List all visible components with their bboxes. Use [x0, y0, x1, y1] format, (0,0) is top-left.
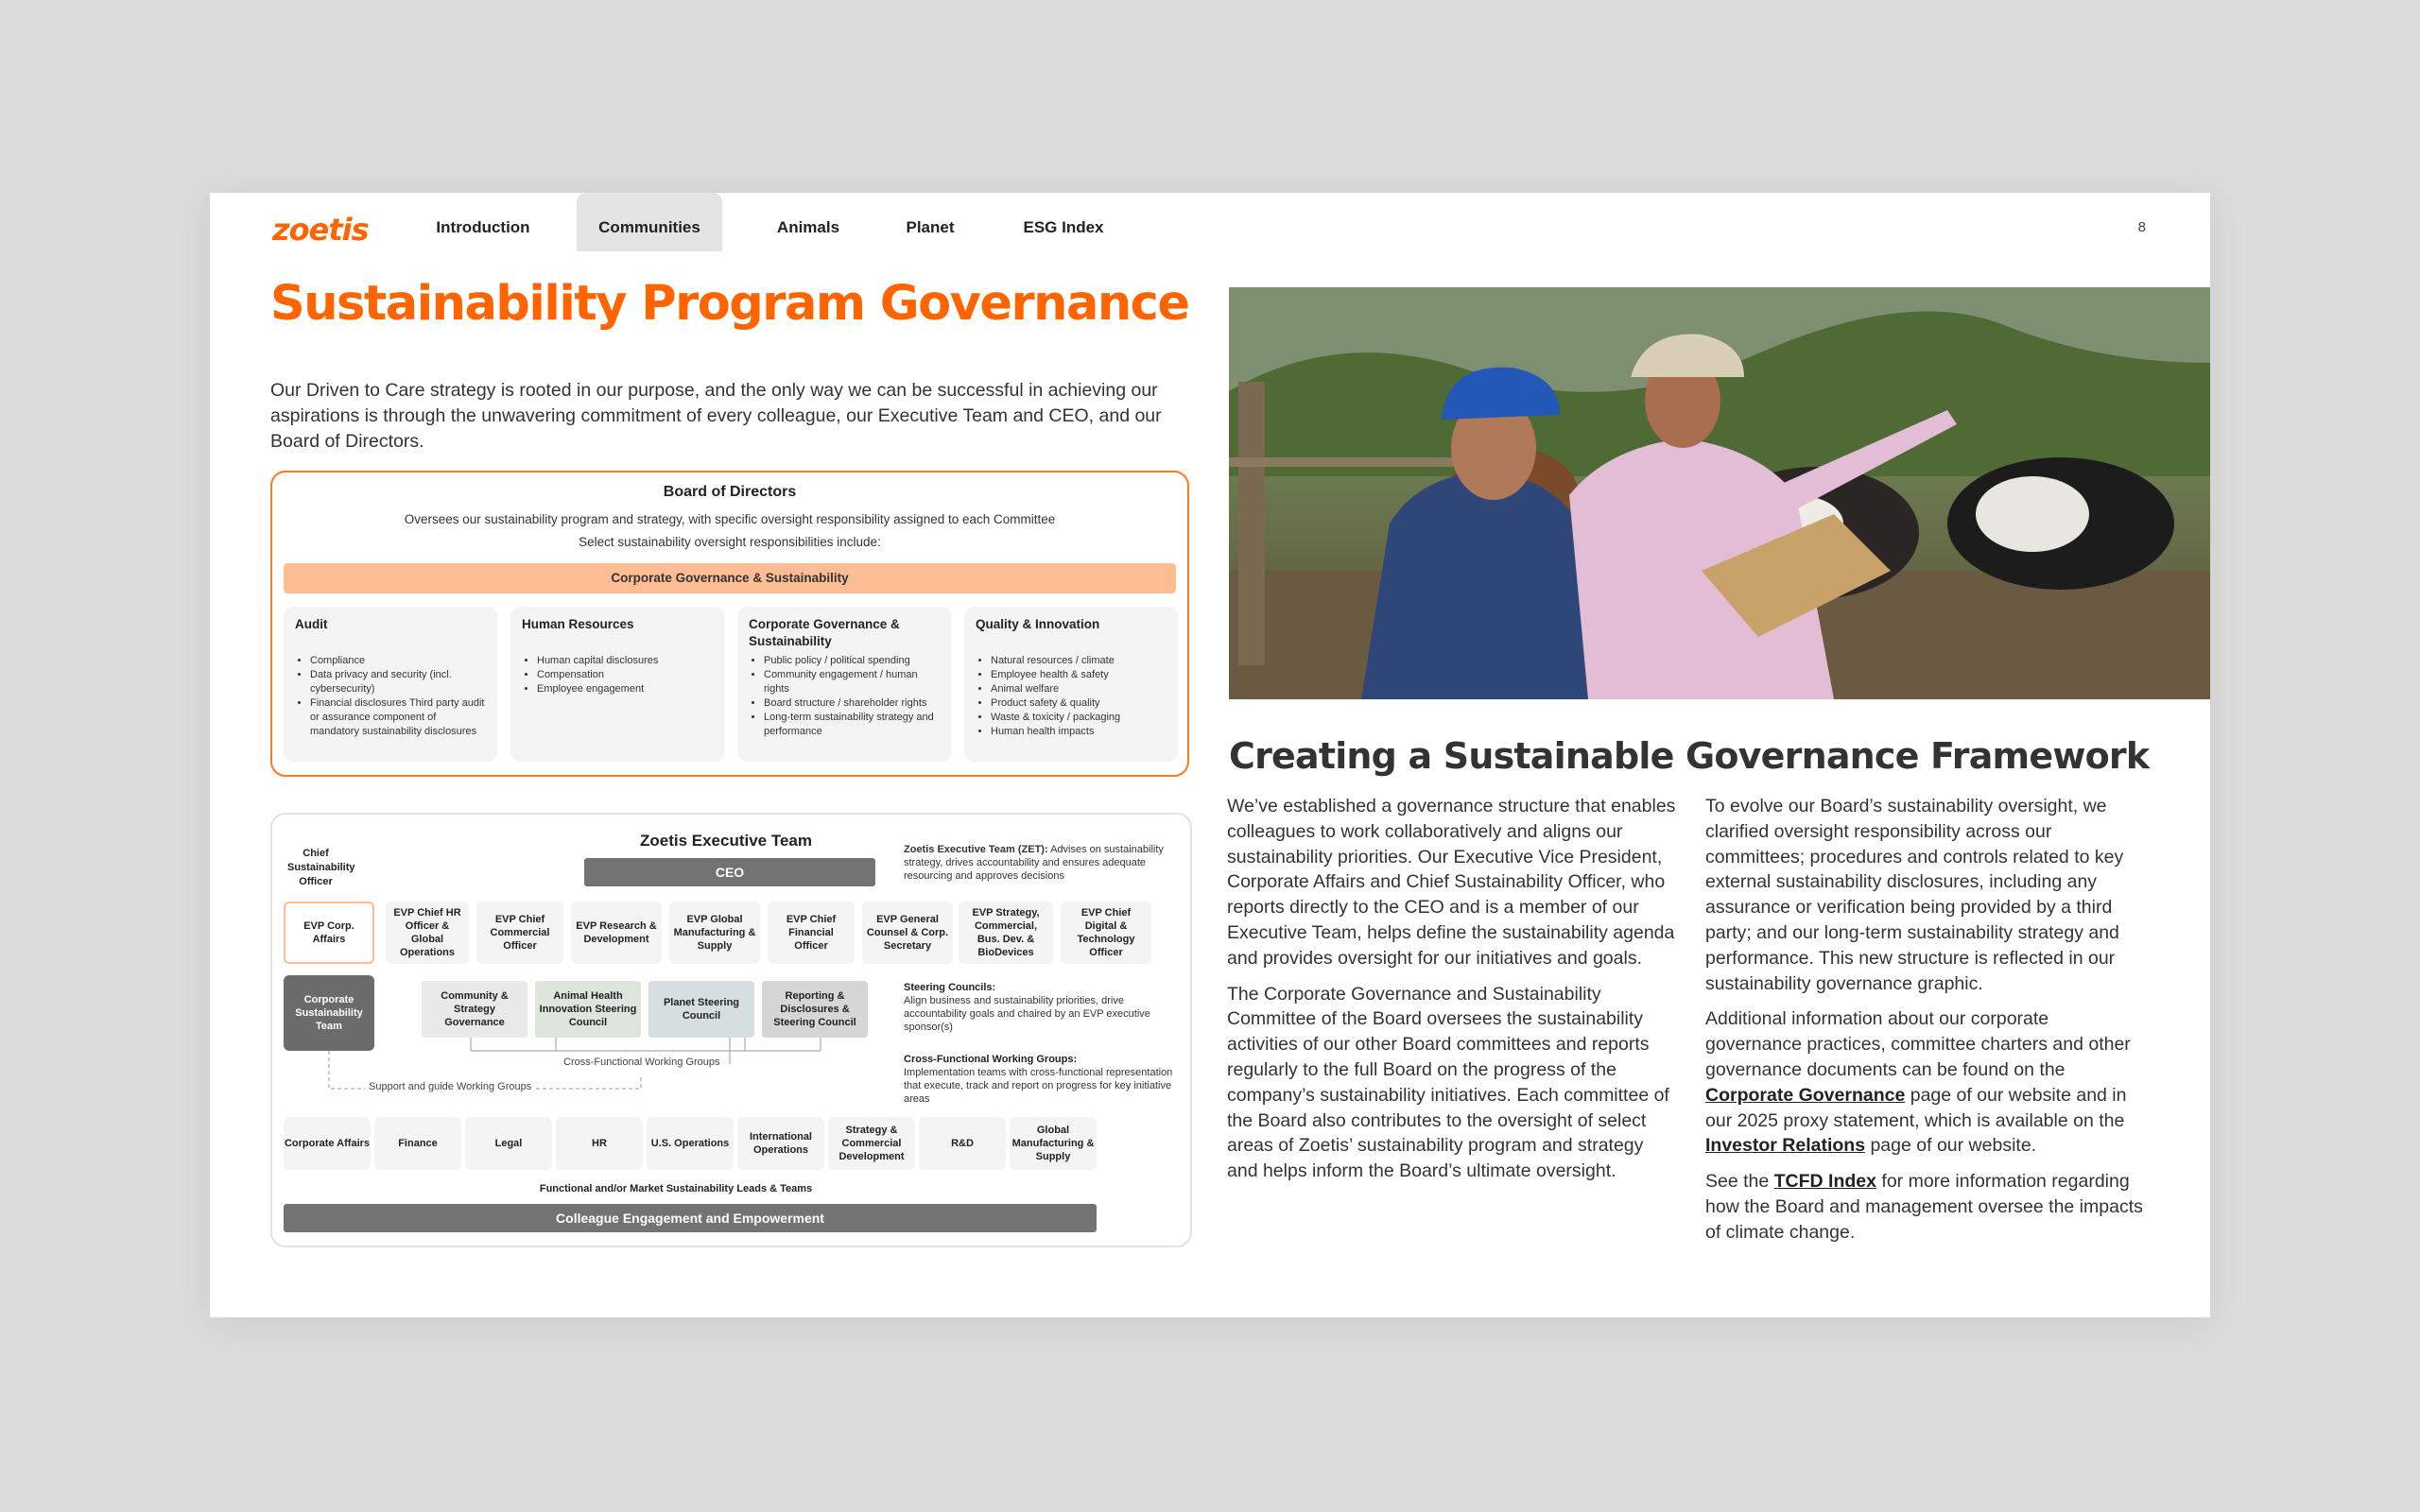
council-planet: Planet Steering Council [648, 981, 754, 1038]
committee-corporate-governance [737, 607, 951, 762]
zoetis-logo[interactable]: zoetis [272, 212, 369, 248]
framework-text: Additional information about our corporate governance practices, committee charters and other governance documents can be found on the [1705, 1008, 2131, 1080]
list-item: • Product safety & quality [991, 696, 1167, 711]
working-groups-note-heading: Cross-Functional Working Groups: [904, 1054, 1078, 1065]
committee-name: Audit [295, 617, 328, 631]
dept-global-manufacturing: Global Manufacturing & Supply [1010, 1117, 1097, 1170]
tcfd-index-link[interactable]: TCFD Index [1773, 1171, 1876, 1193]
cross-functional-label: Cross-Functional Working Groups [563, 1057, 720, 1068]
framework-text: See the [1705, 1171, 1774, 1193]
steering-councils-note [904, 981, 1178, 1034]
evp-general-counsel: EVP General Counsel & Corp. Secretary [862, 902, 953, 964]
working-groups-note [904, 1053, 1178, 1106]
nav-esg-index[interactable]: ESG Index [1023, 218, 1104, 236]
dept-rd: R&D [919, 1117, 1006, 1170]
framework-column-left [1227, 794, 1676, 1194]
working-groups-note-text: Implementation teams with cross-functional representation that execute, track and report on progress for key initiative areas [904, 1067, 1173, 1105]
committee-name: Human Resources [522, 617, 634, 631]
list-item: • Employee engagement [537, 682, 713, 696]
framework-text: page of our website. [1865, 1135, 2037, 1157]
exec-team-title: Zoetis Executive Team [639, 832, 813, 850]
evp-chief-commercial: EVP Chief Commercial Officer [476, 902, 563, 964]
dept-corporate-affairs: Corporate Affairs [284, 1117, 371, 1170]
cso-label: Chief Sustainability Officer [287, 848, 355, 887]
steering-note-text: Align business and sustainability priorities, drive accountability goals and chaired by an EVP executive sponsor(s) [904, 995, 1150, 1033]
framework-paragraph [1705, 1006, 2150, 1159]
intro-paragraph: Our Driven to Care strategy is rooted in our purpose, and the only way we can be successful in achieving our aspirations is through the unwavering commitment of every colleague, our Executive Team and CEO, and our Board of Directors. [270, 380, 1162, 452]
list-item: • Compensation [537, 668, 713, 682]
page-number: 8 [2137, 219, 2146, 235]
nav-introduction[interactable]: Introduction [436, 218, 530, 236]
board-subheading: Select sustainability oversight responsibilities include: [579, 535, 881, 549]
council-animal-health: Animal Health Innovation Steering Council [535, 981, 641, 1038]
dept-us-operations: U.S. Operations [647, 1117, 734, 1170]
investor-relations-link[interactable]: Investor Relations [1705, 1135, 1866, 1157]
list-item: • Animal welfare [991, 682, 1167, 696]
evp-chief-financial: EVP Chief Financial Officer [768, 902, 855, 964]
dept-strategy-commercial: Strategy & Commercial Development [828, 1117, 915, 1170]
list-item: • Human capital disclosures [537, 654, 713, 668]
page-title: Sustainability Program Governance [270, 276, 1189, 332]
framework-title: Creating a Sustainable Governance Framework [1229, 735, 2150, 777]
ceo-box: CEO [584, 858, 875, 886]
zet-note [904, 843, 1178, 883]
list-item: • Waste & toxicity / packaging [991, 711, 1167, 725]
zet-note-text: Advises on sustainability strategy, drives accountability and ensures adequate resourcing and approves decisions [904, 844, 1164, 882]
dept-legal: Legal [465, 1117, 552, 1170]
corporate-governance-link[interactable]: Corporate Governance [1705, 1084, 1906, 1106]
framework-paragraph: The Corporate Governance and Sustainability Committee of the Board oversees the sustainability activities of our other Board committees and reports regularly to the full Board on the progress of the company’s sustainability initiatives. Each committee of the Board also contributes to the oversight of select areas of Zoetis’ sustainability program and strategy and helps inform the Board’s ultimate oversight. [1227, 983, 1669, 1182]
evp-global-manufacturing: EVP Global Manufacturing & Supply [669, 902, 760, 964]
framework-paragraph: To evolve our Board’s sustainability oversight, we clarified oversight responsibility across our committees; procedures and controls related to key external sustainability disclosures, including any assurance or verification being provided by a third party; and our long-term sustainability strategy and performance. This new structure is reflected in our sustainability governance graphic. [1705, 796, 2124, 994]
corporate-sustainability-team: Corporate Sustainability Team [284, 975, 374, 1051]
steering-note-heading: Steering Councils: [904, 982, 996, 993]
evp-digital-technology: EVP Chief Digital & Technology Officer [1061, 902, 1151, 964]
framework-paragraph: We’ve established a governance structure that enables colleagues to work collaboratively and aligns our sustainability priorities. Our Executive Vice President, Corporate Affairs and Chief Sustainability Officer, who reports directly to the CEO and is a member of our Executive Team, helps define the sustainability agenda and provides oversight for our initiatives and goals. [1227, 796, 1676, 969]
colleague-engagement-bar: Colleague Engagement and Empowerment [284, 1204, 1097, 1232]
committee-audit [284, 607, 497, 762]
framework-paragraph [1705, 1169, 2150, 1245]
nav-communities[interactable]: Communities [577, 193, 722, 251]
list-item: • Financial disclosures Third party audit or assurance component of mandatory sustainability disclosures [310, 696, 486, 739]
framework-text: for more information regarding how the Board and management oversee the impacts of climate change. [1705, 1171, 2143, 1243]
evp-corp-affairs: EVP Corp. Affairs [284, 902, 374, 964]
list-item: • Data privacy and security (incl. cybersecurity) [310, 668, 486, 696]
board-of-directors-panel [270, 471, 1189, 777]
framework-column-right [1705, 794, 2150, 1256]
nav-animals[interactable]: Animals [776, 218, 840, 236]
dept-finance: Finance [374, 1117, 461, 1170]
dept-hr: HR [556, 1117, 643, 1170]
support-guide-label: Support and guide Working Groups [365, 1081, 535, 1092]
committee-quality-innovation [964, 607, 1178, 762]
list-item: • Long-term sustainability strategy and performance [764, 711, 940, 739]
sustainability-leads-label: Functional and/or Market Sustainability Leads & Teams [539, 1183, 813, 1194]
board-description: Oversees our sustainability program and strategy, with specific oversight responsibility assigned to each Committee [404, 512, 1056, 526]
committee-human-resources [510, 607, 724, 762]
evp-chief-hr: EVP Chief HR Officer & Global Operations [386, 902, 469, 964]
council-community-strategy: Community & Strategy Governance [422, 981, 527, 1038]
list-item: • Board structure / shareholder rights [764, 696, 940, 711]
dept-international-operations: International Operations [737, 1117, 824, 1170]
board-title: Board of Directors [663, 484, 797, 500]
council-reporting-disclosures: Reporting & Disclosures & Steering Council [762, 981, 868, 1038]
evp-research-development: EVP Research & Development [571, 902, 662, 964]
list-item: • Human health impacts [991, 725, 1167, 739]
farmers-cattle-photo [1229, 287, 2210, 699]
list-item: • Public policy / political spending [764, 654, 940, 668]
list-item: • Natural resources / climate [991, 654, 1167, 668]
cgs-committee-bar: Corporate Governance & Sustainability [284, 563, 1176, 593]
list-item: • Employee health & safety [991, 668, 1167, 682]
nav-planet[interactable]: Planet [906, 218, 955, 236]
report-page [210, 193, 2210, 1317]
list-item: • Community engagement / human rights [764, 668, 940, 696]
executive-team-chart [270, 813, 1192, 1247]
list-item: • Compliance [310, 654, 486, 668]
committee-name: Quality & Innovation [976, 617, 1100, 631]
evp-strategy-commercial: EVP Strategy, Commercial, Bus. Dev. & BioDevices [959, 902, 1053, 964]
zet-note-heading: Zoetis Executive Team (ZET): [904, 844, 1048, 855]
framework-text: page of our website and in our 2025 proxy statement, which is available on the [1705, 1084, 2127, 1131]
committee-name: Corporate Governance & Sustainability [749, 617, 900, 648]
